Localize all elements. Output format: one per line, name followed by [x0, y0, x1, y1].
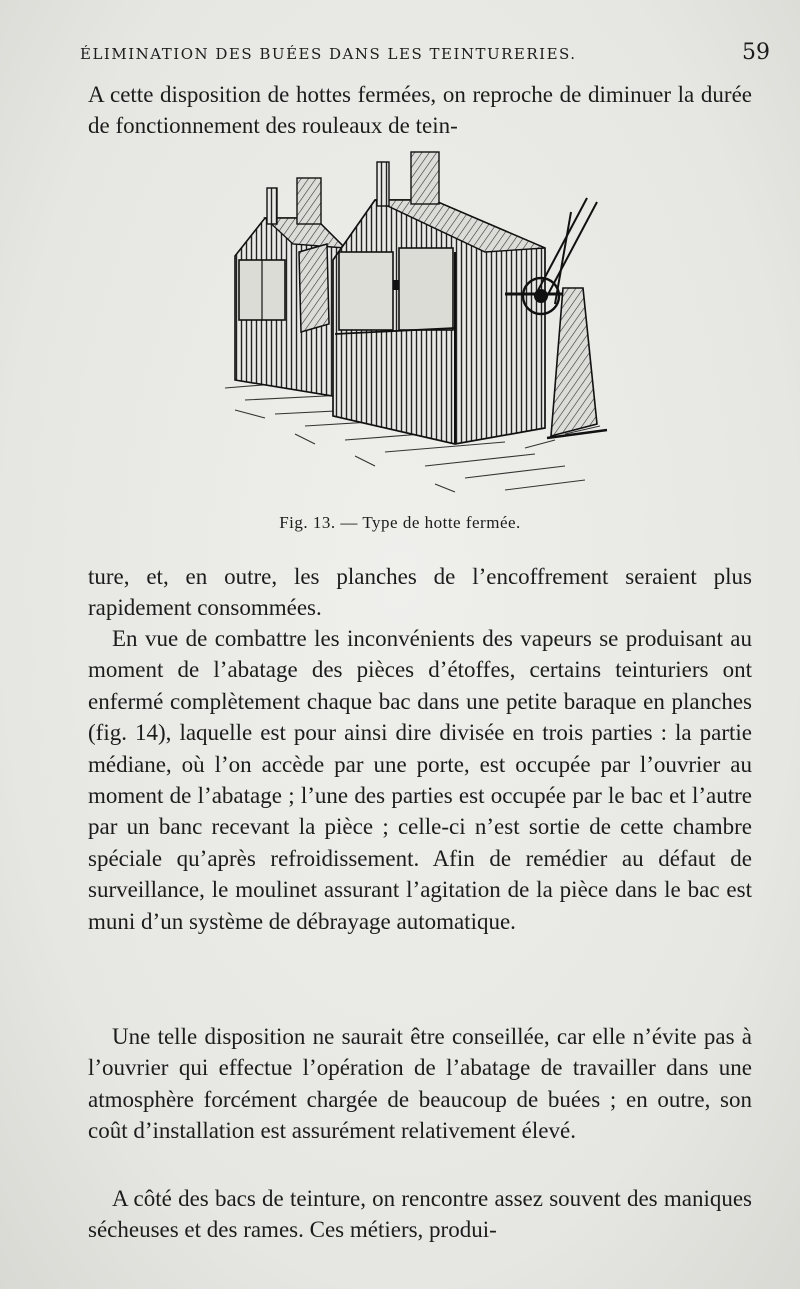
- right-hood: [333, 152, 545, 444]
- paragraph-1-continued: ture, et, en outre, les planches de l’encoffrement seraient plus rapidement consommées.: [88, 564, 752, 621]
- paragraph-3: Une telle disposition ne saurait être conseillée, car elle n’évite pas à l’ouvrier qui effectue l’opération de l’abatage de travailler dans une atmosphère forcément chargée de beaucoup de buées ; en outre, son coût d’installation est assurément relativement élevé.: [88, 1024, 752, 1144]
- page-header: [80, 40, 770, 65]
- figure-caption: Fig. 13. — Type de hotte fermée.: [279, 513, 521, 532]
- page-number: 59: [742, 40, 770, 65]
- paragraph-2: En vue de combattre les inconvénients des vapeurs se produisant au moment de l’abatage des pièces d’étoffes, certains teinturiers ont enfermé complètement chaque bac dans une petite baraque en planches (fig. 14), laquelle est pour ainsi dire divisée en trois parties : la partie médiane, où l’on accède par une porte, est occupée par l’ouvrier au moment de l’abatage ; l’une des parties est occupée par le bac et l’autre par un banc recevant la pièce ; celle-ci n’est sortie de cette chambre spéciale qu’après refroidissement. Afin de remédier au défaut de surveillance, le moulinet assurant l’agitation de la pièce dans le bac est muni d’un système de débrayage automatique.: [88, 626, 752, 934]
- left-hood: [235, 178, 345, 398]
- figure-closed-hood-illustration: [205, 148, 625, 508]
- paragraph-4: A côté des bacs de teinture, on rencontre assez souvent des maniques sécheuses et des rames. Ces métiers, produi-: [88, 1186, 752, 1243]
- paragraph-1: A cette disposition de hottes fermées, on reproche de diminuer la durée de fonctionnement des rouleaux de tein-: [88, 82, 752, 139]
- running-title: ÉLIMINATION DES BUÉES DANS LES TEINTURERIES.: [80, 45, 577, 63]
